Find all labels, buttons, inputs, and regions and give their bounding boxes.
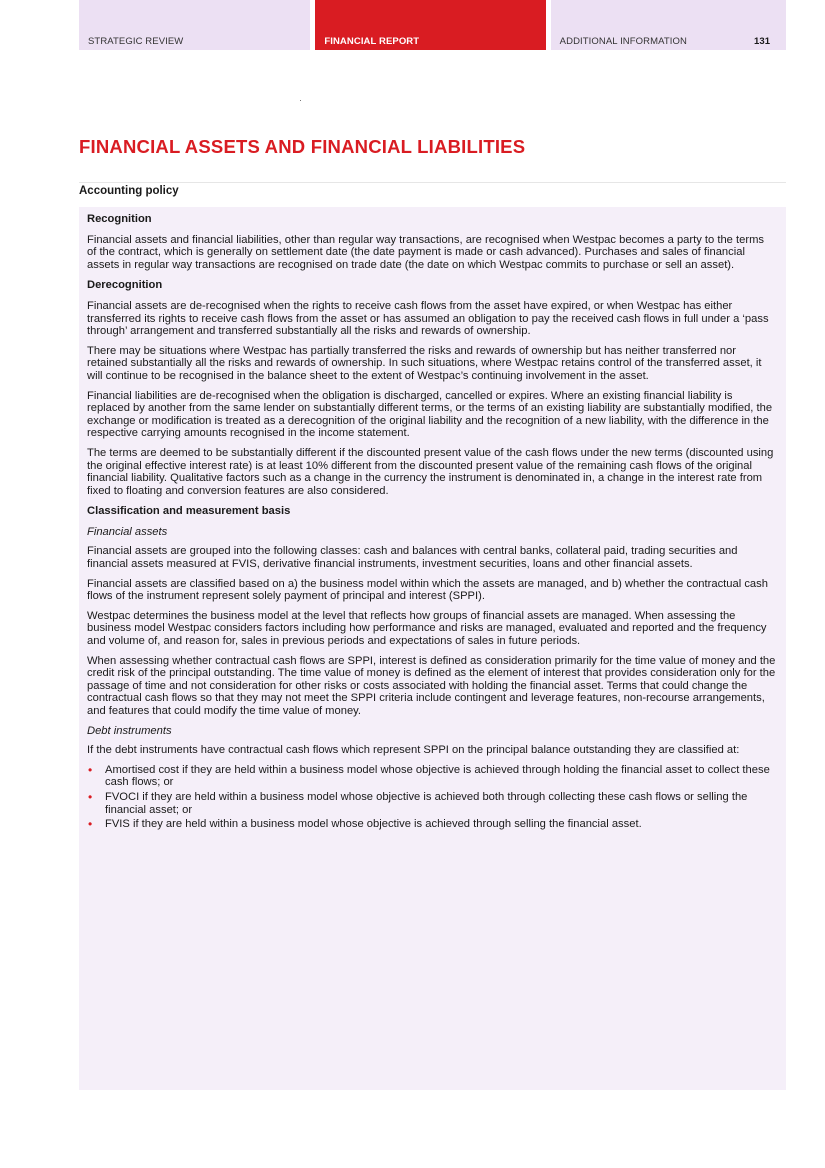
- derecognition-paragraph-2: There may be situations where Westpac has partially transferred the risks and rewards of ownership but has neither transferred nor retained substantially all the risks and rewards of ownership. In such situations, where Westpac retains control of the transferred asset, it will continue to be recognised in the balance sheet to the extent of Westpac’s continuing involvement in the asset.: [87, 344, 762, 382]
- tab-financial-report[interactable]: [315, 0, 545, 50]
- derecognition-paragraph-4: The terms are deemed to be substantially different if the discounted present value of the cash flows under the new terms (discounted using the original effective interest rate) is at least 10% different from the discounted present value of the remaining cash flows of the original financial liability. Qualitative factors such as a change in the currency the instrument is denominated in, a change in the interest rate from fixed to floating and conversion features are also considered.: [87, 446, 774, 497]
- tab-additional-information-label: ADDITIONAL INFORMATION: [559, 36, 687, 47]
- accounting-policy-header: [79, 182, 786, 206]
- tab-strategic-review[interactable]: [79, 0, 310, 50]
- page-title: FINANCIAL ASSETS AND FINANCIAL LIABILITIES: [79, 136, 526, 157]
- derecognition-heading: Derecognition: [87, 279, 163, 292]
- classification-paragraph-2: Financial assets are classified based on a) the business model within which the assets are managed, and b) whether the contractual cash flows of the instrument represent solely payment of principal and interest (SPPI).: [87, 577, 768, 603]
- accounting-policy-heading: Accounting policy: [79, 185, 179, 197]
- list-item-text: Amortised cost if they are held within a business model whose objective is achieved through holding the financial asset to collect these cash flows; or: [105, 763, 770, 789]
- classification-paragraph-3: Westpac determines the business model at the level that reflects how groups of financial assets are managed. When assessing the business model Westpac considers factors including how performance and risks are managed, evaluated and reported and the frequency and volume of, and reason for, sales in previous periods and expectations of sales in future periods.: [87, 609, 767, 648]
- list-item: [87, 764, 776, 789]
- recognition-paragraph: Financial assets and financial liabilities, other than regular way transactions, are recognised when Westpac becomes a party to the terms of the contract, which is generally on settlement date (the date payment is made or cash advanced). Purchases and sales of financial assets in regular way transactions are recognised on trade date (the date on which Westpac commits to purchase or sell an asset).: [87, 233, 764, 271]
- tab-financial-report-label: FINANCIAL REPORT: [324, 36, 420, 47]
- financial-assets-subheading: Financial assets: [87, 525, 168, 538]
- classification-paragraph-4: When assessing whether contractual cash flows are SPPI, interest is defined as consideration primarily for the time value of money and the credit risk of the principal outstanding. The time value of money is defined as the element of interest that provides consideration only for the passage of time and not consideration for other risks or costs associated with holding the financial asset. Terms that could change the contractual cash flows so that they may not meet the SPPI criteria include contingent and leverage features, non-recourse arrangements, and features that could modify the time value of money.: [87, 654, 776, 717]
- recognition-heading: Recognition: [87, 213, 152, 225]
- stray-mark: [300, 100, 301, 101]
- list-item-text: FVOCI if they are held within a business model whose objective is achieved both through collecting these cash flows or selling the financial asset; or: [105, 790, 748, 816]
- debt-instruments-paragraph: If the debt instruments have contractual cash flows which represent SPPI on the principal balance outstanding they are classified at:: [87, 744, 740, 757]
- list-item-text: FVIS if they are held within a business model whose objective is achieved through selling the financial asset.: [105, 818, 642, 831]
- tab-strategic-review-label: STRATEGIC REVIEW: [88, 36, 184, 47]
- debt-instruments-subheading: Debt instruments: [87, 724, 172, 737]
- page-number-value: 131: [754, 36, 771, 47]
- list-item: [87, 791, 776, 816]
- bullet-icon: •: [88, 762, 93, 777]
- classification-list: [87, 764, 776, 831]
- tab-additional-information[interactable]: [551, 0, 786, 50]
- section-navigation: [79, 0, 786, 50]
- derecognition-paragraph-3: Financial liabilities are de-recognised when the obligation is discharged, cancelled or expires. Where an existing financial liability is replaced by another from the same lender on substantially different terms, or the terms of an existing liability are substantially modified, the exchange or modification is treated as a derecognition of the original liability and the recognition of a new liability, with the difference in the respective carrying amounts recognised in the income statement.: [87, 389, 773, 440]
- list-item: [87, 818, 776, 831]
- bullet-icon: •: [88, 789, 93, 804]
- classification-heading: Classification and measurement basis: [87, 505, 291, 518]
- derecognition-paragraph-1: Financial assets are de-recognised when the rights to receive cash flows from the asset have expired, or when Westpac has either transferred its rights to receive cash flows from the asset or has assumed an obligation to pay the received cash flows in full under a ‘pass through’ arrangement and transferred substantially all the risks and rewards of ownership.: [87, 299, 769, 338]
- page-number: [754, 0, 786, 50]
- bullet-icon: •: [88, 817, 93, 832]
- classification-paragraph-1: Financial assets are grouped into the following classes: cash and balances with central banks, collateral paid, trading securities and financial assets measured at FVIS, derivative financial instruments, investment securities, loans and other financial assets.: [87, 545, 738, 571]
- accounting-policy-panel: [79, 207, 786, 1090]
